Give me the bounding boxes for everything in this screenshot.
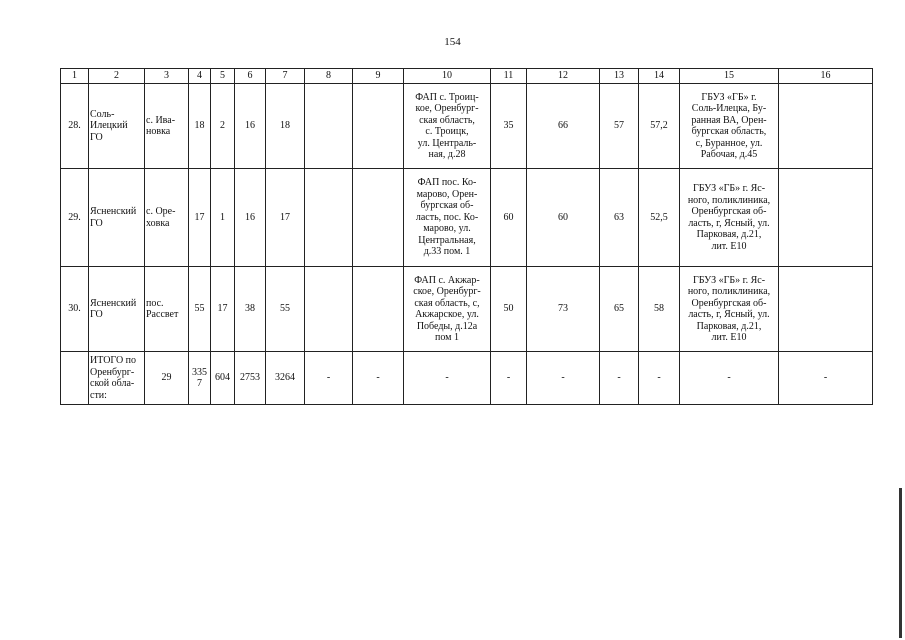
table-cell: 57,2 xyxy=(639,84,680,169)
table-cell: 17 xyxy=(266,169,305,267)
data-table xyxy=(60,68,873,405)
column-header: 13 xyxy=(600,69,639,84)
table-row xyxy=(61,84,873,169)
table-cell: 55 xyxy=(189,267,211,352)
table-cell xyxy=(779,84,873,169)
table-cell: - xyxy=(527,352,600,405)
table-cell: 1 xyxy=(211,169,235,267)
column-header: 16 xyxy=(779,69,873,84)
column-header: 9 xyxy=(353,69,404,84)
table-cell: 18 xyxy=(189,84,211,169)
table-cell: 16 xyxy=(235,169,266,267)
column-header: 2 xyxy=(89,69,145,84)
column-number-row xyxy=(61,69,873,84)
table-cell: - xyxy=(680,352,779,405)
table-cell: - xyxy=(600,352,639,405)
table-row xyxy=(61,169,873,267)
settlement-cell: пос. Рассвет xyxy=(145,267,189,352)
table-cell: - xyxy=(639,352,680,405)
table-cell xyxy=(305,169,353,267)
table-cell: 3357 xyxy=(189,352,211,405)
table-cell: 55 xyxy=(266,267,305,352)
table-cell: 65 xyxy=(600,267,639,352)
fap-address-cell: ФАП пос. Ко- марово, Орен- бургская об- ласть, пос. Ко- марово, ул. Центральная, д.33 пом. 1 xyxy=(404,169,491,267)
column-header: 14 xyxy=(639,69,680,84)
row-number: 28. xyxy=(61,84,89,169)
table-cell: - xyxy=(353,352,404,405)
hospital-address-cell: ГБУЗ «ГБ» г. Соль-Илецка, Бу- ранная ВА, Орен- бургская область, с, Буранное, ул. Рабочая, д.45 xyxy=(680,84,779,169)
row-number: 30. xyxy=(61,267,89,352)
column-header: 5 xyxy=(211,69,235,84)
table-cell: 52,5 xyxy=(639,169,680,267)
column-header: 4 xyxy=(189,69,211,84)
table-cell xyxy=(353,84,404,169)
table-cell: 60 xyxy=(491,169,527,267)
table-cell xyxy=(779,169,873,267)
total-label: ИТОГО по Оренбург- ской обла- сти: xyxy=(89,352,145,405)
table-cell: 66 xyxy=(527,84,600,169)
table-cell: 57 xyxy=(600,84,639,169)
table-cell: 17 xyxy=(211,267,235,352)
table-cell: 16 xyxy=(235,84,266,169)
table-cell xyxy=(305,267,353,352)
table-cell: 3264 xyxy=(266,352,305,405)
table-row xyxy=(61,267,873,352)
row-number: 29. xyxy=(61,169,89,267)
table-cell: 50 xyxy=(491,267,527,352)
settlement-cell: с. Ива- новка xyxy=(145,84,189,169)
table-cell: 38 xyxy=(235,267,266,352)
table-cell: 35 xyxy=(491,84,527,169)
column-header: 7 xyxy=(266,69,305,84)
fap-address-cell: ФАП с. Акжар- ское, Оренбург- ская область, с, Акжарское, ул. Победы, д.12а пом 1 xyxy=(404,267,491,352)
table-cell: 73 xyxy=(527,267,600,352)
table-cell: - xyxy=(491,352,527,405)
page-number: 154 xyxy=(444,36,461,48)
column-header: 15 xyxy=(680,69,779,84)
row-number xyxy=(61,352,89,405)
hospital-address-cell: ГБУЗ «ГБ» г. Яс- ного, поликлиника, Оренбургская об- ласть, г, Ясный, ул. Парковая, д.21, лит. Е10 xyxy=(680,267,779,352)
district-cell: Ясненский ГО xyxy=(89,267,145,352)
table-cell: 18 xyxy=(266,84,305,169)
table-cell: 58 xyxy=(639,267,680,352)
scan-edge-mark xyxy=(899,488,902,638)
table-cell: 29 xyxy=(145,352,189,405)
hospital-address-cell: ГБУЗ «ГБ» г. Яс- ного, поликлиника, Оренбургская об- ласть, г, Ясный, ул. Парковая, д.21, лит. Е10 xyxy=(680,169,779,267)
total-row xyxy=(61,352,873,405)
column-header: 12 xyxy=(527,69,600,84)
district-cell: Ясненский ГО xyxy=(89,169,145,267)
table-cell: 60 xyxy=(527,169,600,267)
column-header: 3 xyxy=(145,69,189,84)
table-cell xyxy=(779,267,873,352)
table-cell: - xyxy=(305,352,353,405)
table-cell: - xyxy=(404,352,491,405)
district-cell: Соль- Илецкий ГО xyxy=(89,84,145,169)
settlement-cell: с. Оре- ховка xyxy=(145,169,189,267)
table-cell: - xyxy=(779,352,873,405)
table-cell: 17 xyxy=(189,169,211,267)
column-header: 10 xyxy=(404,69,491,84)
table-cell xyxy=(353,267,404,352)
column-header: 11 xyxy=(491,69,527,84)
fap-address-cell: ФАП с. Троиц- кое, Оренбург- ская область, с. Троицк, ул. Централь- ная, д.28 xyxy=(404,84,491,169)
table-cell: 2 xyxy=(211,84,235,169)
table-cell: 2753 xyxy=(235,352,266,405)
table-cell xyxy=(305,84,353,169)
column-header: 6 xyxy=(235,69,266,84)
table-cell xyxy=(353,169,404,267)
column-header: 1 xyxy=(61,69,89,84)
table-cell: 63 xyxy=(600,169,639,267)
table-cell: 604 xyxy=(211,352,235,405)
column-header: 8 xyxy=(305,69,353,84)
